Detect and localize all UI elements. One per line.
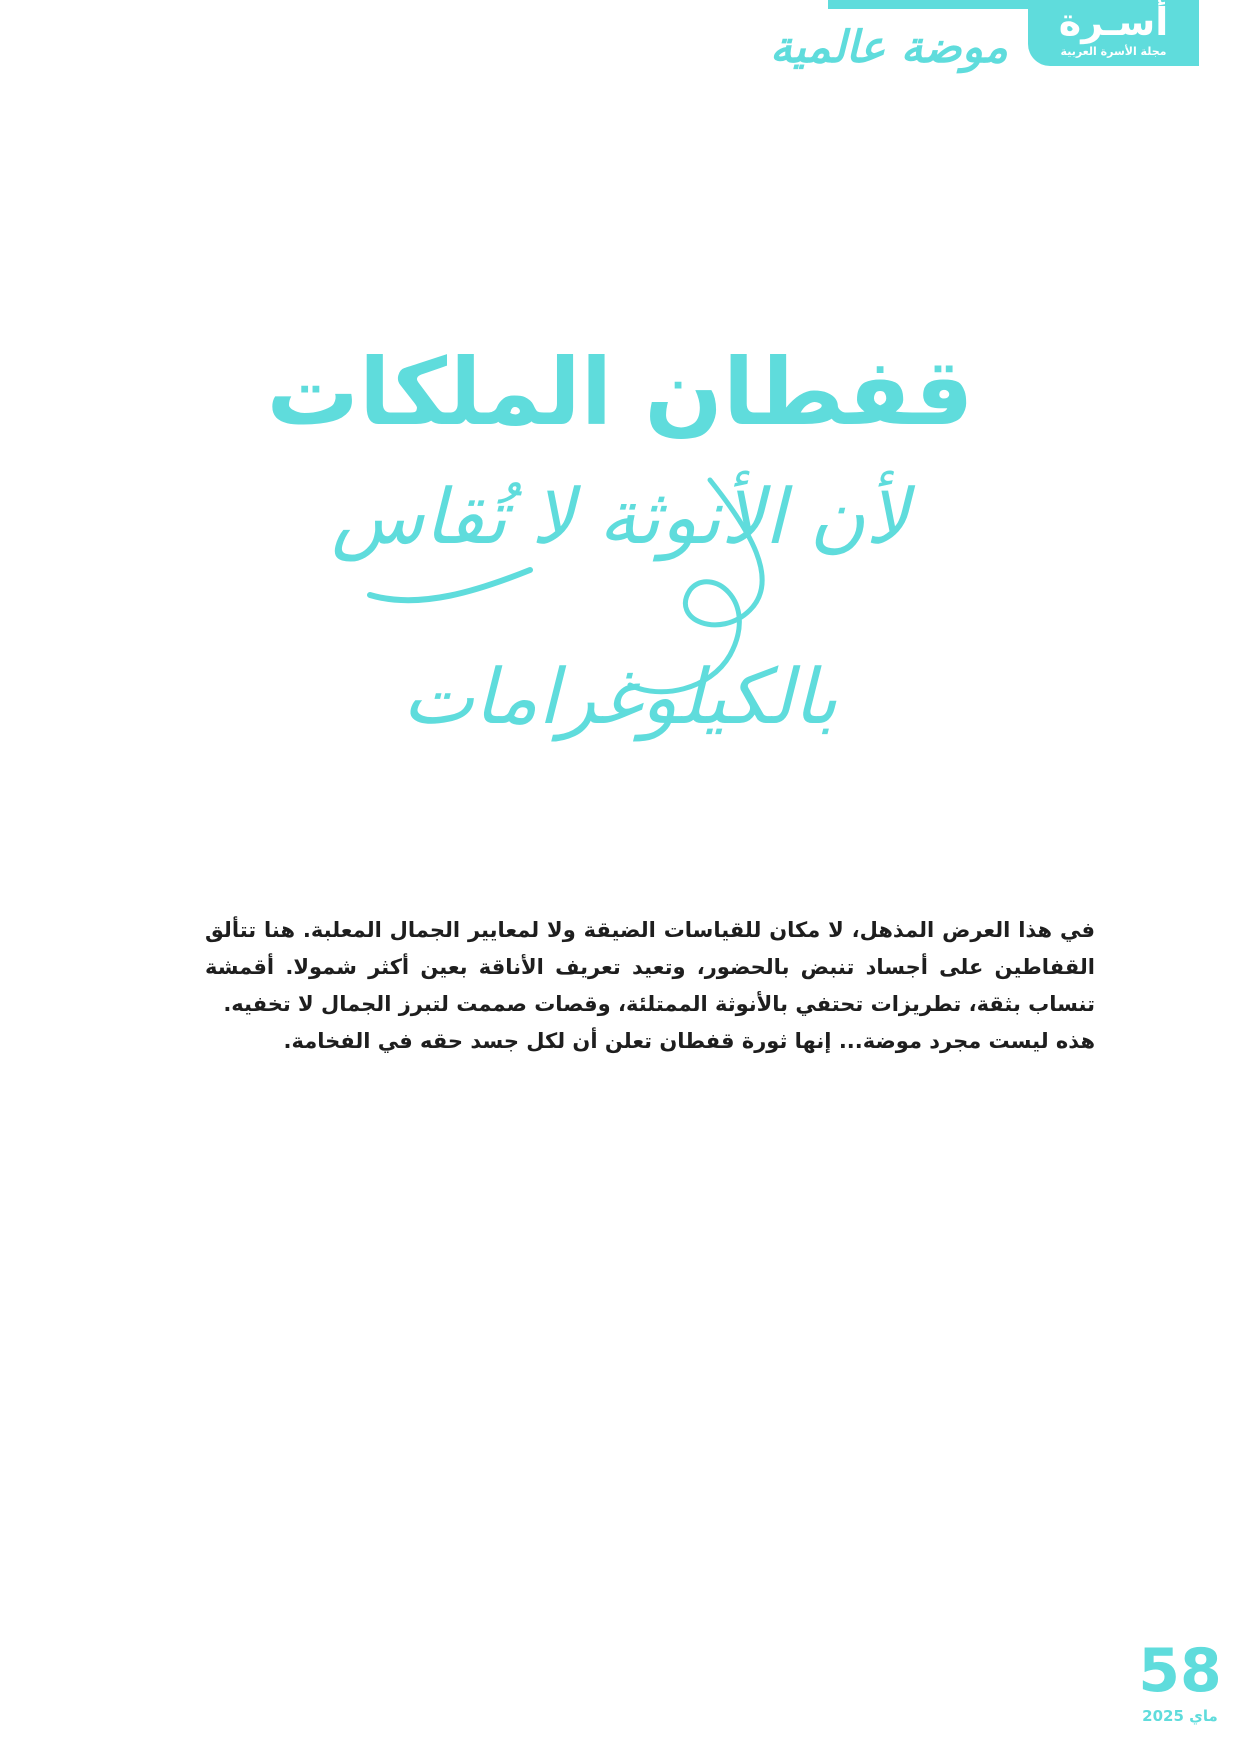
article-title: قفطان الملكات	[266, 339, 974, 446]
issue-date: ماي 2025	[1142, 1707, 1218, 1725]
article-subtitle-line-1: لأن الأنوثة لا تُقاس	[331, 472, 909, 561]
body-paragraph-1: في هذا العرض المذهل، لا مكان للقياسات الضيقة ولا لمعايير الجمال المعلبة. هنا تتألق القفاطين على أجساد تنبض بالحضور، وتعيد تعريف الأناقة بعين أكثر شمولا. أقمشة تنساب بثقة، تطريزات تحتفي بالأنوثة الممتلئة، وقصات صممت لتبرز الجمال لا تخفيه.	[205, 918, 1095, 1016]
page-number: 58	[1138, 1636, 1222, 1706]
section-title: موضة عالمية	[770, 22, 1008, 73]
body-paragraph-2: هذه ليست مجرد موضة... إنها ثورة قفطان تعلن أن لكل جسد حقه في الفخامة.	[283, 1029, 1095, 1053]
logo-wordmark: أسـرة	[1058, 0, 1169, 44]
magazine-logo	[1028, 0, 1199, 66]
article-body	[205, 912, 1095, 1060]
article-subtitle-line-2: بالكيلوغرامات	[402, 652, 838, 741]
logo-tagline: مجلة الأسرة العربية	[1060, 45, 1167, 58]
